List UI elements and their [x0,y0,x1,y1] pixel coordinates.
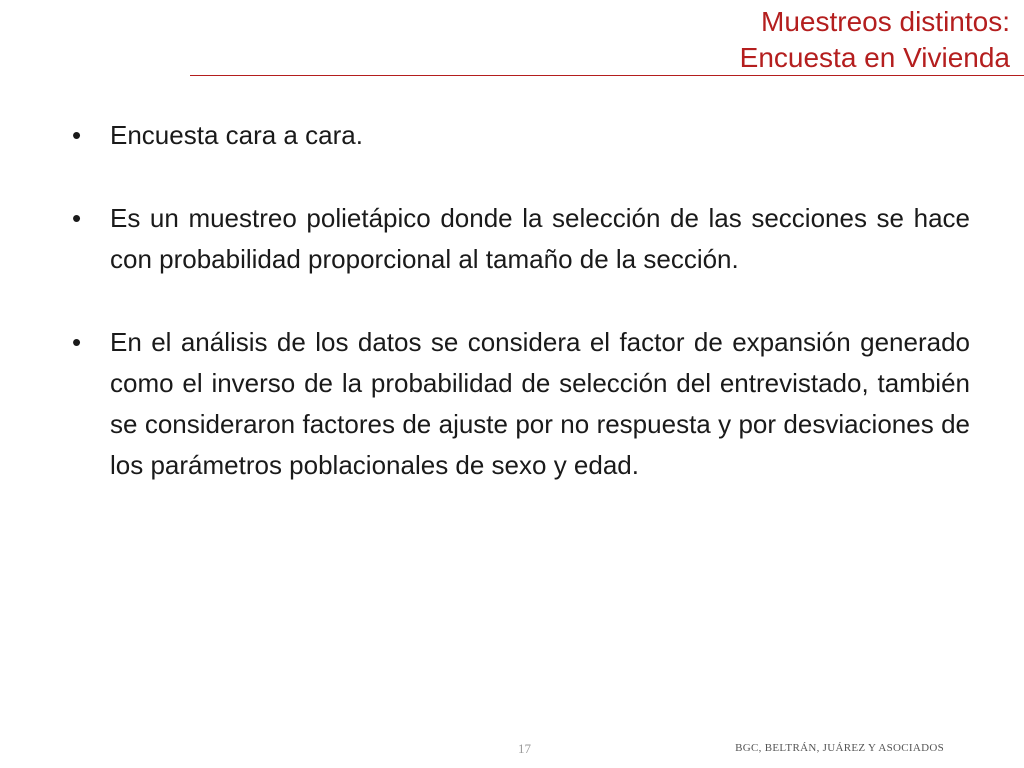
bullet-marker: • [72,327,82,357]
title-divider [190,75,1024,76]
bullet-item [70,322,970,486]
slide-title-line-2: Encuesta en Vivienda [739,42,1010,73]
bullet-text: Encuesta cara a cara. [110,120,363,150]
bullet-item [70,115,970,156]
page-number: 17 [518,741,531,756]
bullet-list [70,115,970,528]
bullet-marker: • [72,203,82,233]
bullet-text: Es un muestreo polietápico donde la selección de las secciones se hace con probabilidad proporcional al tamaño de la sección. [110,203,970,274]
bullet-text: En el análisis de los datos se considera el factor de expansión generado como el inverso de la probabilidad de selección del entrevistado, también se consideraron factores de ajuste por no respuesta y por desviaciones de los parámetros poblacionales de sexo y edad. [110,327,970,480]
company-footer: BGC, BELTRÁN, JUÁREZ Y ASOCIADOS [735,742,944,754]
slide-title [740,4,1010,76]
slide-title-line-1: Muestreos distintos: [761,6,1010,37]
bullet-marker: • [72,120,82,150]
bullet-item [70,198,970,280]
